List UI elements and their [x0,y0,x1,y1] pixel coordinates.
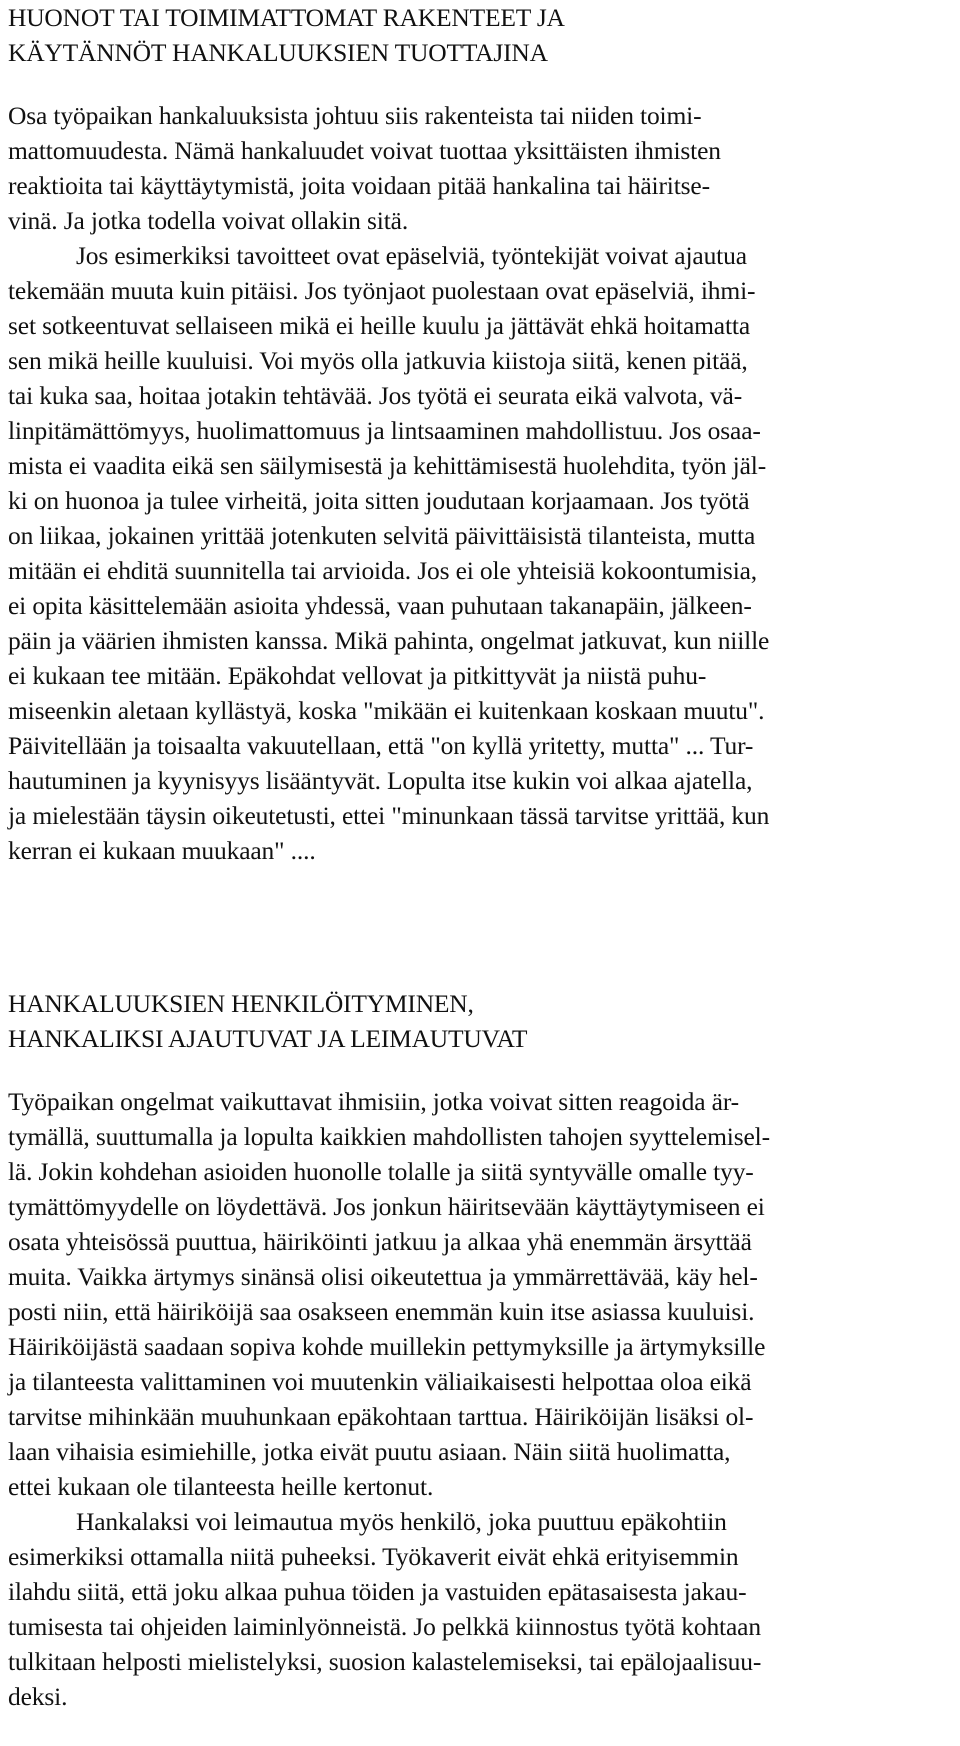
heading-line: HUONOT TAI TOIMIMATTOMAT RAKENTEET JA [8,3,565,32]
text-line: päin ja väärien ihmisten kanssa. Mikä pahinta, ongelmat jatkuvat, kun niille [8,626,770,655]
text-line: posti niin, että häiriköijä saa osakseen enemmän kuin itse asiassa kuuluisi. [8,1297,755,1326]
text-line: esimerkiksi ottamalla niitä puheeksi. Työkaverit eivät ehkä erityisemmin [8,1542,739,1571]
text-line: tekemään muuta kuin pitäisi. Jos työnjaot puolestaan ovat epäselviä, ihmi- [8,276,756,305]
text-line: ja tilanteesta valittaminen voi muutenkin väliaikaisesti helpottaa oloa eikä [8,1367,752,1396]
heading-line: HANKALIKSI AJAUTUVAT JA LEIMAUTUVAT [8,1024,528,1053]
text-line: tai kuka saa, hoitaa jotakin tehtävää. Jos työtä ei seurata eikä valvota, vä- [8,381,743,410]
text-line: vinä. Ja jotka todella voivat ollakin sitä. [8,206,409,235]
text-line: miseenkin aletaan kyllästyä, koska "mikään ei kuitenkaan koskaan muutu". [8,696,765,725]
text-line: ei kukaan tee mitään. Epäkohdat vellovat ja pitkittyvät ja niistä puhu- [8,661,707,690]
text-line: Työpaikan ongelmat vaikuttavat ihmisiin, jotka voivat sitten reagoida är- [8,1087,740,1116]
text-line: tymättömyydelle on löydettävä. Jos jonkun häiritsevään käyttäytymiseen ei [8,1192,765,1221]
text-line: Osa työpaikan hankaluuksista johtuu siis rakenteista tai niiden toimi- [8,101,702,130]
text-line: laan vihaisia esimiehille, jotka eivät puutu asiaan. Näin siitä huolimatta, [8,1437,731,1466]
text-line: ei opita käsittelemään asioita yhdessä, vaan puhutaan takanapäin, jälkeen- [8,591,752,620]
text-line: kerran ei kukaan muukaan" .... [8,836,316,865]
section-heading [8,0,565,70]
text-line: on liikaa, jokainen yrittää jotenkuten selvitä päivittäisistä tilanteista, mutta [8,521,756,550]
text-line: hautuminen ja kyynisyys lisääntyvät. Lopulta itse kukin voi alkaa ajatella, [8,766,753,795]
text-line: mitään ei ehditä suunnitella tai arvioida. Jos ei ole yhteisiä kokoontumisia, [8,556,758,585]
text-line: sen mikä heille kuuluisi. Voi myös olla jatkuvia kiistoja siitä, kenen pitää, [8,346,748,375]
text-line: reaktioita tai käyttäytymistä, joita voidaan pitää hankalina tai häiritse- [8,171,710,200]
text-line: muita. Vaikka ärtymys sinänsä olisi oikeutettua ja ymmärrettävää, käy hel- [8,1262,758,1291]
text-line: tumisesta tai ohjeiden laiminlyönneistä. Jo pelkkä kiinnostus työtä kohtaan [8,1612,761,1641]
section-body [8,98,769,868]
text-line: Hankalaksi voi leimautua myös henkilö, joka puuttuu epäkohtiin [76,1507,727,1536]
section-body [8,1084,770,1714]
text-line: Jos esimerkiksi tavoitteet ovat epäselviä, työntekijät voivat ajautua [76,241,747,270]
text-line: ja mielestään täysin oikeutetusti, ettei "minunkaan tässä tarvitse yrittää, kun [8,801,770,830]
text-line: deksi. [8,1682,68,1711]
text-line: tymällä, suuttumalla ja lopulta kaikkien mahdollisten tahojen syyttelemisel- [8,1122,770,1151]
text-line: mista ei vaadita eikä sen säilymisestä ja kehittämisestä huolehdita, työn jäl- [8,451,767,480]
text-line: Häiriköijästä saadaan sopiva kohde muillekin pettymyksille ja ärtymyksille [8,1332,766,1361]
text-line: osata yhteisössä puuttua, häiriköinti jatkuu ja alkaa yhä enemmän ärsyttää [8,1227,752,1256]
section-heading [8,986,527,1056]
text-line: linpitämättömyys, huolimattomuus ja lintsaaminen mahdollistuu. Jos osaa- [8,416,761,445]
text-line: tarvitse mihinkään muuhunkaan epäkohtaan tarttua. Häiriköijän lisäksi ol- [8,1402,754,1431]
text-line: ettei kukaan ole tilanteesta heille kertonut. [8,1472,434,1501]
text-line: ilahdu siitä, että joku alkaa puhua töiden ja vastuiden epätasaisesta jakau- [8,1577,747,1606]
text-line: lä. Jokin kohdehan asioiden huonolle tolalle ja siitä syntyvälle omalle tyy- [8,1157,754,1186]
text-line: set sotkeentuvat sellaiseen mikä ei heille kuulu ja jättävät ehkä hoitamatta [8,311,751,340]
text-line: tulkitaan helposti mielistelyksi, suosion kalastelemiseksi, tai epälojaalisuu- [8,1647,762,1676]
text-line: mattomuudesta. Nämä hankaluudet voivat tuottaa yksittäisten ihmisten [8,136,721,165]
text-line: Päivitellään ja toisaalta vakuutellaan, että "on kyllä yritetty, mutta" ... Tur- [8,731,754,760]
heading-line: HANKALUUKSIEN HENKILÖITYMINEN, [8,989,474,1018]
heading-line: KÄYTÄNNÖT HANKALUUKSIEN TUOTTAJINA [8,38,548,67]
text-line: ki on huonoa ja tulee virheitä, joita sitten joudutaan korjaamaan. Jos työtä [8,486,750,515]
